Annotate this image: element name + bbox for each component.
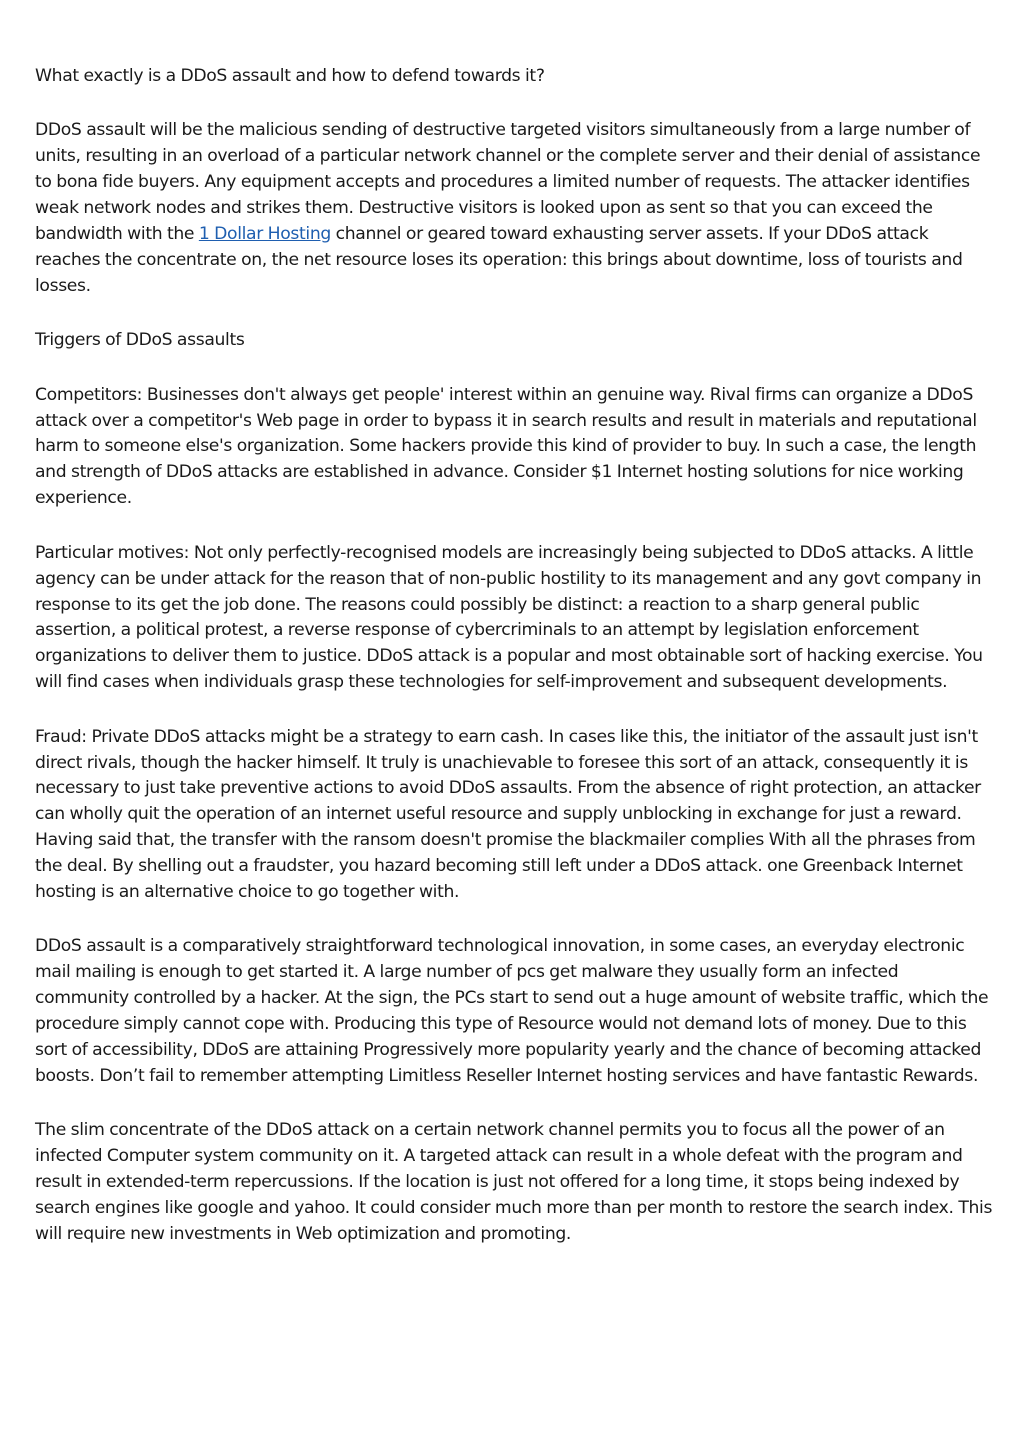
document-title: What exactly is a DDoS assault and how to defend towards it?	[35, 66, 545, 86]
paragraph-competitors: Competitors: Businesses don't always get people' interest within an genuine way. Rival firms can organize a DDoS attack over a competitor's Web page in order to bypass it in search results and result in materials and reputational harm to someone else's organization. Some hackers provide this kind of provider to buy. In such a case, the length and strength of DDoS attacks are established in advance. Consider $1 Internet hosting solutions for nice working experience.	[35, 384, 977, 509]
paragraph-targeted-attack: The slim concentrate of the DDoS attack on a certain network channel permits you to focus all the power of an infected Computer system community on it. A targeted attack can result in a whole defeat with the program and result in extended-term repercussions. If the location is just not offered for a long time, it stops being indexed by search engines like google and yahoo. It could consider much more than per month to restore the search index. This will require new investments in Web optimization and promoting.	[35, 1120, 993, 1245]
paragraph-intro	[35, 118, 993, 299]
section-heading-triggers: Triggers of DDoS assaults	[35, 330, 245, 351]
one-dollar-hosting-link[interactable]: 1 Dollar Hosting	[198, 224, 331, 245]
paragraph-intro-text-before: DDoS assault will be the malicious sending of destructive targeted visitors simultaneously from a large number of units, resulting in an overload of a particular network channel or the complete server and their denial of assistance to bona fide buyers. Any equipment accepts and procedures a limited number of requests. The attacker identifies weak network nodes and strikes them. Destructive visitors is looked upon as sent so that you can exceed the bandwidth with the	[35, 120, 981, 245]
paragraph-particular-motives: Particular motives: Not only perfectly-recognised models are increasingly being subjected to DDoS attacks. A little agency can be under attack for the reason that of non-public hostility to its management and any govt company in response to its get the job done. The reasons could possibly be distinct: a reaction to a sharp general public assertion, a political protest, a reverse response of cybercriminals to an attempt by legislation enforcement organizations to deliver them to justice. DDoS attack is a popular and most obtainable sort of hacking exercise. You will find cases when individuals grasp these technologies for self-improvement and subsequent developments.	[35, 542, 983, 693]
document-body	[35, 64, 993, 1276]
paragraph-intro-text-after: channel or geared toward exhausting server assets. If your DDoS attack reaches the concentrate on, the net resource loses its operation: this brings about downtime, loss of tourists and losses.	[35, 224, 963, 296]
paragraph-fraud: Fraud: Private DDoS attacks might be a strategy to earn cash. In cases like this, the initiator of the assault just isn't direct rivals, though the hacker himself. It truly is unachievable to foresee this sort of an attack, consequently it is necessary to just take preventive actions to avoid DDoS assaults. From the absence of right protection, an attacker can wholly quit the operation of an internet useful resource and supply unblocking in exchange for just a reward. Having said that, the transfer with the ransom doesn't promise the blackmailer complies With all the phrases from the deal. By shelling out a fraudster, you hazard becoming still left under a DDoS attack. one Greenback Internet hosting is an alternative choice to go together with.	[35, 726, 981, 903]
paragraph-technology: DDoS assault is a comparatively straightforward technological innovation, in some cases, an everyday electronic mail mailing is enough to get started it. A large number of pcs get malware they usually form an infected community controlled by a hacker. At the sign, the PCs start to send out a huge amount of website traffic, which the procedure simply cannot cope with. Producing this type of Resource would not demand lots of money. Due to this sort of accessibility, DDoS are attaining Progressively more popularity yearly and the chance of becoming attacked boosts. Don’t fail to remember attempting Limitless Reseller Internet hosting services and have fantastic Rewards.	[35, 936, 989, 1086]
